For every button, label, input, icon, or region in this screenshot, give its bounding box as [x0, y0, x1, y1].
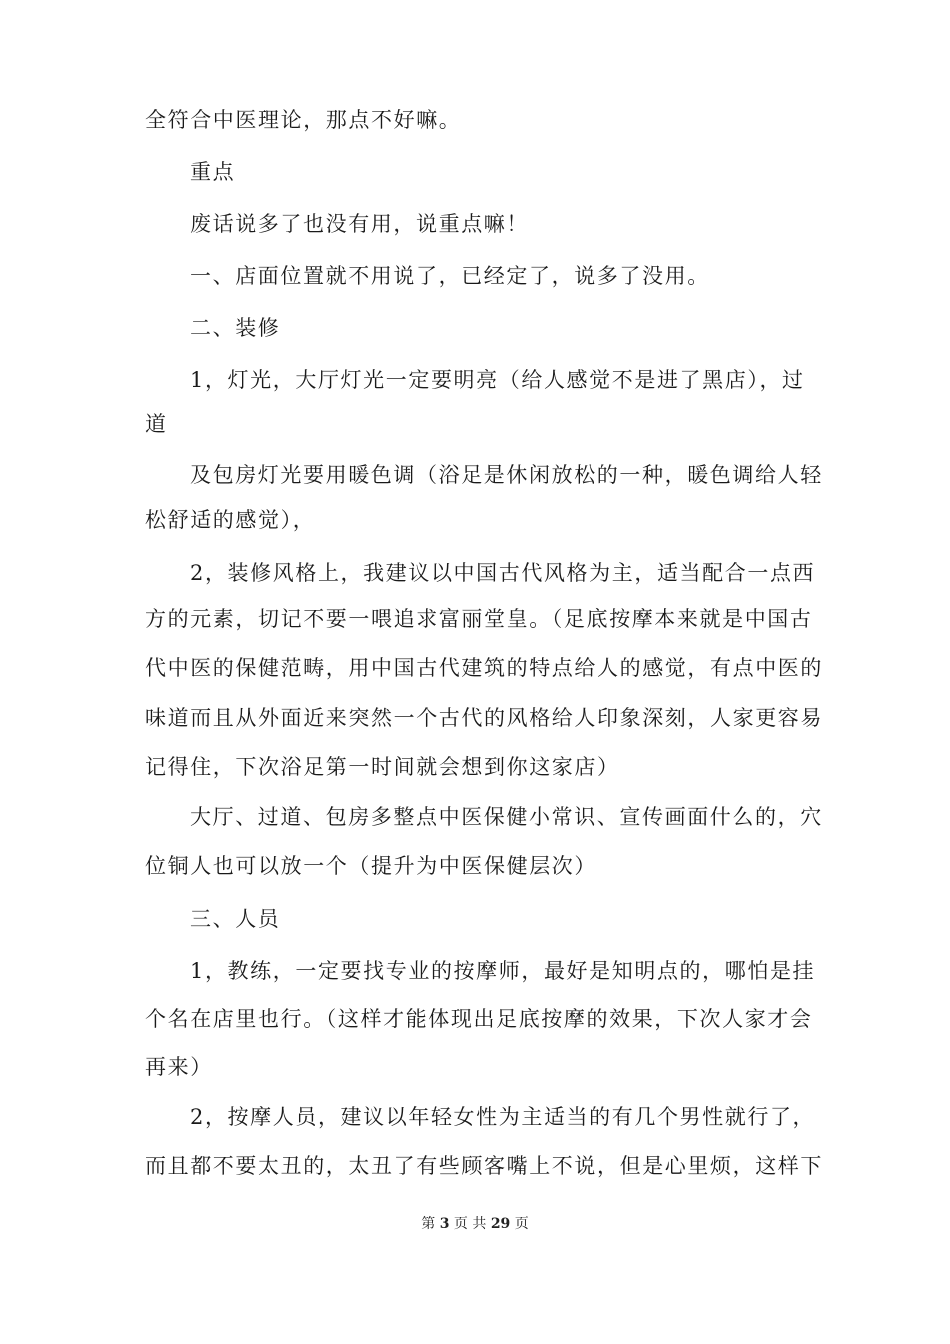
text-line: 再来） — [145, 1055, 213, 1079]
section-heading: 三、人员 — [190, 907, 281, 931]
section-heading: 二、装修 — [190, 316, 281, 340]
text-line: 大厅、过道、包房多整点中医保健小常识、宣传画面什么的，穴 — [190, 805, 823, 829]
footer-middle: 页 共 — [453, 1216, 487, 1232]
text-line: 个名在店里也行。（这样才能体现出足底按摩的效果，下次人家才会 — [145, 1007, 813, 1031]
total-page-count: 29 — [490, 1216, 511, 1232]
text-line: 记得住，下次浴足第一时间就会想到你这家店） — [145, 755, 620, 779]
text-line: 方的元素，切记不要一喂追求富丽堂皇。（足底按摩本来就是中国古 — [145, 607, 813, 631]
text-line: 及包房灯光要用暖色调（浴足是休闲放松的一种，暖色调给人轻 — [190, 463, 823, 487]
text-line: 味道而且从外面近来突然一个古代的风格给人印象深刻，人家更容易 — [145, 706, 823, 730]
page-footer — [0, 1215, 950, 1233]
footer-prefix: 第 — [421, 1216, 436, 1232]
current-page-number: 3 — [439, 1216, 450, 1232]
text-line: 位铜人也可以放一个（提升为中医保健层次） — [145, 854, 597, 878]
text-line: 2，按摩人员，建议以年轻女性为主适当的有几个男性就行了， — [190, 1105, 816, 1129]
text-line: 废话说多了也没有用，说重点嘛！ — [190, 212, 529, 236]
text-line: 2，装修风格上，我建议以中国古代风格为主，适当配合一点西 — [190, 561, 816, 585]
section-heading: 重点 — [190, 160, 236, 184]
text-line: 而且都不要太丑的，太丑了有些顾客嘴上不说，但是心里烦，这样下 — [145, 1154, 823, 1178]
text-line: 全符合中医理论，那点不好嘛。 — [145, 108, 462, 132]
section-heading: 一、店面位置就不用说了，已经定了，说多了没用。 — [190, 264, 710, 288]
text-line: 道 — [145, 412, 168, 436]
footer-suffix: 页 — [514, 1216, 529, 1232]
text-line: 松舒适的感觉）， — [145, 508, 316, 532]
text-line: 1，灯光，大厅灯光一定要明亮（给人感觉不是进了黑店），过 — [190, 368, 805, 392]
text-line: 代中医的保健范畴，用中国古代建筑的特点给人的感觉，有点中医的 — [145, 656, 823, 680]
text-line: 1，教练，一定要找专业的按摩师，最好是知明点的，哪怕是挂 — [190, 959, 816, 983]
